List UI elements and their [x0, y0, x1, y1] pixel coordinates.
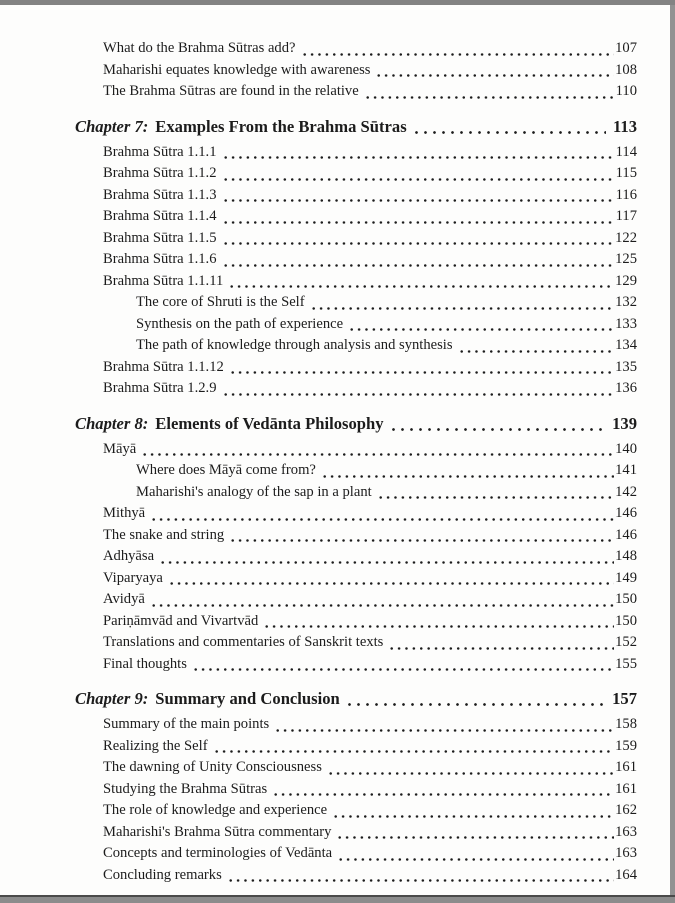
toc-entry-row	[0, 185, 637, 207]
toc-entry-row	[0, 482, 637, 504]
chapter-page-number: 139	[612, 413, 637, 433]
entry-label: Where does Māyā come from?	[136, 462, 316, 478]
dot-leader	[376, 482, 615, 504]
entry-label: Realizing the Self	[103, 737, 208, 754]
entry-page-number: 114	[615, 143, 637, 160]
toc-entry-row	[0, 525, 637, 547]
dot-leader	[227, 271, 615, 293]
toc-entry-row	[0, 546, 637, 568]
toc-entry-row	[0, 314, 637, 336]
entry-label: Pariṇāmvād and Vivartvād	[103, 612, 259, 629]
entry-page-number: 161	[615, 780, 637, 797]
entry-label: Viparyaya	[103, 569, 163, 586]
entry-label: Brahma Sūtra 1.1.6	[103, 251, 217, 267]
toc-entry-row	[0, 503, 637, 525]
dot-leader	[212, 736, 616, 758]
dot-leader	[167, 568, 615, 590]
toc-entry-row	[0, 206, 637, 228]
toc-entry-row	[0, 460, 637, 482]
entry-page-number: 117	[615, 208, 637, 224]
entry-label: Brahma Sūtra 1.1.1	[103, 143, 217, 160]
dot-leader	[271, 779, 615, 801]
entry-page-number: 108	[615, 61, 637, 78]
dot-leader	[191, 654, 615, 676]
dot-leader	[221, 163, 616, 185]
toc-chapter-row	[0, 686, 637, 711]
scan-edge-right	[670, 5, 675, 903]
dot-leader	[221, 142, 616, 164]
dot-leader	[335, 822, 615, 844]
chapter-prefix: Chapter 8:	[75, 413, 149, 433]
entry-label: Brahma Sūtra 1.2.9	[103, 380, 217, 396]
toc-entry-row	[0, 81, 637, 103]
dot-leader	[221, 228, 616, 250]
toc-entry-row	[0, 822, 637, 844]
dot-leader	[228, 357, 615, 379]
toc-entry-row	[0, 271, 637, 293]
entry-label: The path of knowledge through analysis and synthesis	[136, 337, 453, 353]
entry-page-number: 136	[615, 380, 637, 396]
dot-leader	[226, 865, 615, 887]
entry-page-number: 155	[615, 655, 637, 672]
toc-entry-row	[0, 568, 637, 590]
dot-leader	[387, 632, 615, 654]
entry-label: Maharishi equates knowledge with awareness	[103, 61, 371, 78]
entry-label: Avidyā	[103, 591, 145, 607]
dot-leader	[300, 38, 616, 60]
entry-page-number: 148	[615, 548, 637, 564]
entry-label: The dawning of Unity Consciousness	[103, 759, 322, 775]
entry-page-number: 122	[615, 229, 637, 246]
entry-label: Translations and commentaries of Sanskrit texts	[103, 634, 384, 650]
dot-leader	[388, 411, 607, 436]
entry-label: Brahma Sūtra 1.1.4	[103, 208, 217, 224]
toc-chapter-row	[0, 114, 637, 139]
toc-entry-row	[0, 714, 637, 736]
entry-page-number: 146	[615, 526, 637, 543]
entry-label: Final thoughts	[103, 655, 187, 672]
toc-entry-row	[0, 60, 637, 82]
toc-entry-row	[0, 378, 637, 400]
chapter-page-number: 113	[613, 116, 637, 136]
entry-page-number: 150	[615, 591, 637, 607]
entry-label: The Brahma Sūtras are found in the relative	[103, 83, 359, 99]
entry-page-number: 159	[615, 737, 637, 754]
dot-leader	[273, 714, 615, 736]
chapter-prefix: Chapter 9:	[75, 689, 149, 708]
entry-page-number: 125	[615, 251, 637, 267]
chapter-title: Summary and Conclusion	[155, 689, 340, 708]
chapter-title: Elements of Vedānta Philosophy	[155, 413, 384, 433]
toc-entry-row	[0, 611, 637, 633]
dot-leader	[140, 439, 615, 461]
toc-entry-row	[0, 335, 637, 357]
entry-page-number: 158	[615, 716, 637, 732]
toc-entry-row	[0, 439, 637, 461]
entry-label: Brahma Sūtra 1.1.2	[103, 165, 217, 181]
entry-label: Maharishi's analogy of the sap in a plant	[136, 483, 372, 500]
dot-leader	[457, 335, 616, 357]
toc-entry-row	[0, 357, 637, 379]
dot-leader	[320, 460, 615, 482]
toc-entry-row	[0, 757, 637, 779]
entry-page-number: 133	[615, 315, 637, 332]
entry-label: Maharishi's Brahma Sūtra commentary	[103, 823, 332, 840]
dot-leader	[221, 378, 616, 400]
dot-leader	[149, 503, 615, 525]
entry-label: Adhyāsa	[103, 548, 155, 564]
entry-label: Synthesis on the path of experience	[136, 315, 344, 332]
entry-label: Brahma Sūtra 1.1.3	[103, 186, 217, 203]
entry-page-number: 132	[615, 294, 637, 310]
toc-entry-row	[0, 228, 637, 250]
dot-leader	[221, 185, 616, 207]
toc-entry-row	[0, 142, 637, 164]
entry-page-number: 164	[615, 866, 637, 883]
chapter-title: Examples From the Brahma Sūtras	[155, 116, 407, 136]
chapter-prefix: Chapter 7:	[75, 116, 149, 136]
entry-page-number: 110	[615, 83, 637, 99]
toc-entry-row	[0, 163, 637, 185]
entry-label: Mithyā	[103, 505, 146, 521]
toc-entry-row	[0, 779, 637, 801]
entry-label: Brahma Sūtra 1.1.11	[103, 272, 224, 289]
dot-leader	[336, 843, 615, 865]
entry-label: The snake and string	[103, 526, 225, 543]
entry-page-number: 134	[615, 337, 637, 353]
entry-page-number: 142	[615, 483, 637, 500]
entry-page-number: 163	[615, 823, 637, 840]
entry-page-number: 140	[615, 440, 637, 457]
entry-page-number: 146	[615, 505, 637, 521]
entry-page-number: 116	[615, 186, 637, 203]
dot-leader	[331, 800, 615, 822]
entry-page-number: 135	[615, 358, 637, 375]
dot-leader	[149, 589, 615, 611]
dot-leader	[228, 525, 615, 547]
dot-leader	[344, 686, 606, 711]
entry-label: What do the Brahma Sūtras add?	[103, 40, 296, 56]
entry-label: Brahma Sūtra 1.1.12	[103, 358, 224, 375]
dot-leader	[262, 611, 615, 633]
toc-entry-row	[0, 736, 637, 758]
chapter-page-number: 157	[612, 689, 637, 708]
toc-entry-row	[0, 589, 637, 611]
dot-leader	[363, 81, 616, 103]
dot-leader	[326, 757, 615, 779]
entry-page-number: 161	[615, 759, 637, 775]
entry-page-number: 163	[615, 845, 637, 861]
entry-page-number: 107	[615, 40, 637, 56]
entry-page-number: 152	[615, 634, 637, 650]
entry-label: Concluding remarks	[103, 866, 222, 883]
entry-page-number: 115	[615, 165, 637, 181]
entry-page-number: 162	[615, 802, 637, 818]
scan-edge-bottom	[0, 895, 675, 903]
dot-leader	[374, 60, 615, 82]
dot-leader	[221, 249, 616, 271]
entry-label: The role of knowledge and experience	[103, 802, 328, 818]
entry-label: Māyā	[103, 440, 137, 457]
toc-entry-row	[0, 38, 637, 60]
toc-entry-row	[0, 865, 637, 887]
entry-page-number: 141	[615, 462, 637, 478]
entry-page-number: 149	[615, 569, 637, 586]
dot-leader	[309, 292, 616, 314]
dot-leader	[347, 314, 615, 336]
entry-label: Studying the Brahma Sūtras	[103, 780, 268, 797]
entry-label: Summary of the main points	[103, 716, 270, 732]
toc-chapter-row	[0, 411, 637, 436]
entry-label: Concepts and terminologies of Vedānta	[103, 845, 333, 861]
toc-entry-row	[0, 800, 637, 822]
dot-leader	[158, 546, 615, 568]
entry-page-number: 129	[615, 272, 637, 289]
dot-leader	[221, 206, 616, 228]
dot-leader	[411, 114, 607, 139]
scan-edge-top	[0, 0, 675, 5]
toc-entry-row	[0, 292, 637, 314]
entry-label: The core of Shruti is the Self	[136, 294, 305, 310]
toc-entry-row	[0, 632, 637, 654]
toc-entry-row	[0, 654, 637, 676]
entry-page-number: 150	[615, 612, 637, 629]
entry-label: Brahma Sūtra 1.1.5	[103, 229, 217, 246]
toc-entry-row	[0, 249, 637, 271]
toc-entry-row	[0, 843, 637, 865]
